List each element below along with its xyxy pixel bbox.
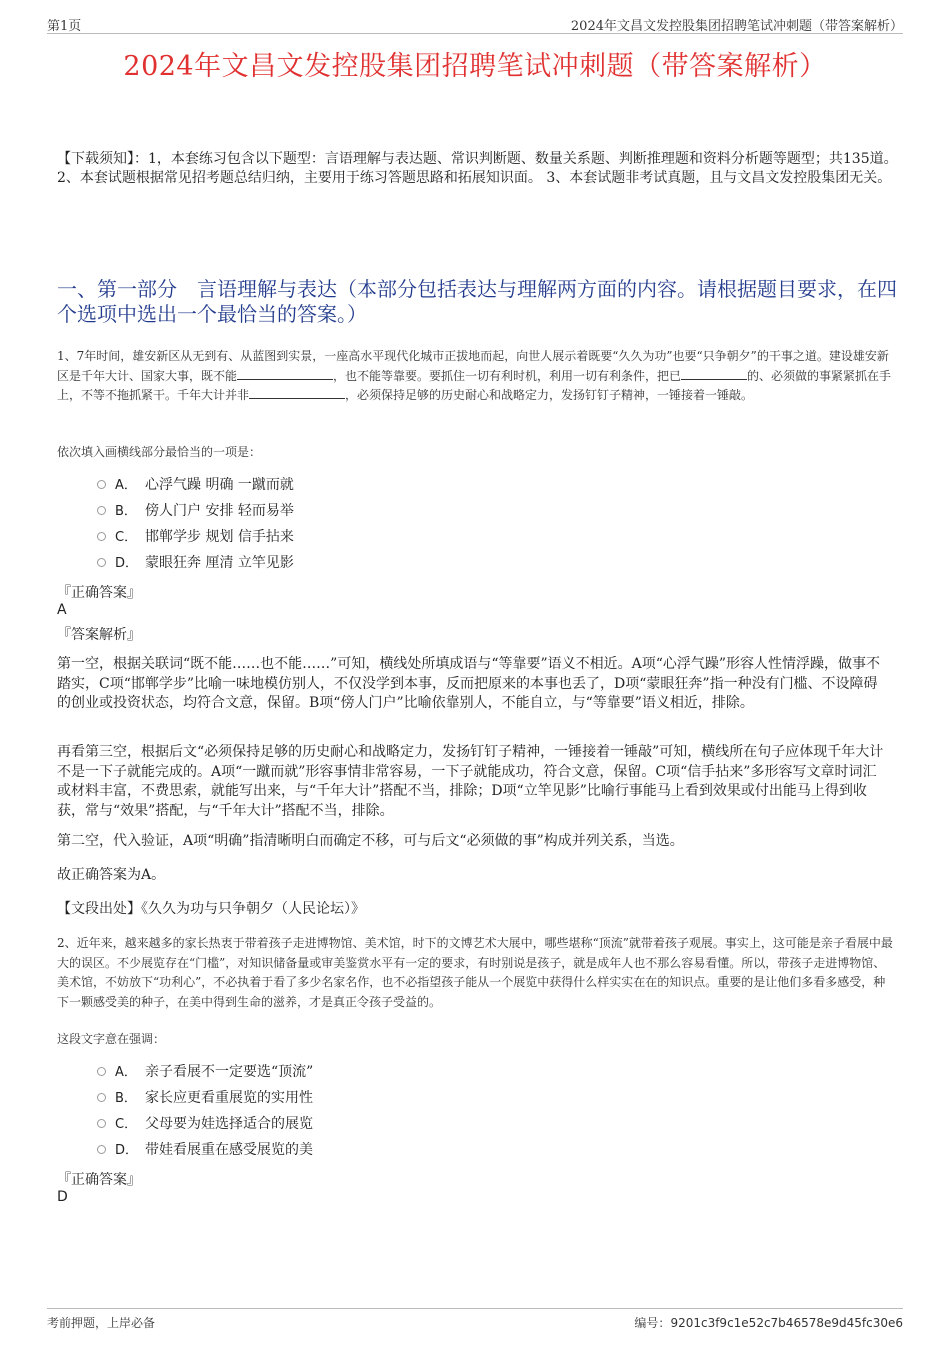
page-number: 第1页 (47, 19, 82, 34)
question-2-option-a[interactable]: A． 亲子看展不一定要选“顶流” (97, 1061, 313, 1083)
question-2-stem: 2、近年来，越来越多的家长热衷于带着孩子走进博物馆、美术馆，时下的文博艺术大展中，哪些堪称“顶流”就带着孩子观展。事实上，这可能是亲子看展中最大的误区。不少展览存在“门槛”，对知识储备量或审美鉴赏水平有一定的要求，有时别说是孩子，就是成年人也不那么容易看懂。所以，带孩子走进博物馆、美术馆，不妨放下“功利心”，不必执着于看了多少名家名作，也不必指望孩子能从一个展览中获得什么样实实在在的知识点。重要的是让他们多看多感受，种下一颗感受美的种子，在美中得到生命的滋养，才是真正令孩子受益的。 (57, 936, 893, 1009)
question-1-conclusion: 故正确答案为A。 (57, 867, 166, 883)
question-2-option-c[interactable]: C． 父母要为娃选择适合的展览 (97, 1113, 313, 1135)
running-header-title: 2024年文昌文发控股集团招聘笔试冲刺题（带答案解析） (570, 19, 903, 34)
question-1-option-b[interactable]: B． 傍人门户 安排 轻而易举 (97, 500, 294, 522)
question-1-text-part2: ，也不能等靠要。要抓住一切有利时机，利用一切有利条件，把已 (333, 368, 682, 383)
question-1-text-part4: ，必须保持足够的历史耐心和战略定力，发扬钉钉子精神，一锤接着一锤敲。 (345, 388, 754, 402)
question-1-answer-label: 『正确答案』 (57, 585, 141, 601)
question-1-analysis-paragraph: 再看第三空，根据后文“必须保持足够的历史耐心和战略定力，发扬钉钉子精神，一锤接着一锤敲”可知，横线所在句子应体现千年大计不是一下子就能完成的。A项“一蹴而就”形容事情非常容易，一下子就能成功，符合文意，保留。C项“信手拈来”多形容写文章时词汇或材料丰富，不费思索，就能写出来，与“千年大计”搭配不当，排除；D项“立竿见影”比喻行事能马上看到效果或付出能马上得到收获，常与“效果”搭配，与“千年大计”搭配不当，排除。 (57, 744, 884, 819)
radio-icon[interactable] (97, 1067, 106, 1076)
radio-icon[interactable] (97, 532, 106, 541)
question-2-option-b[interactable]: B． 家长应更看重展览的实用性 (97, 1087, 313, 1109)
fill-blank-3 (249, 386, 345, 399)
question-2-answer: D (57, 1189, 68, 1205)
question-1-text-part3: 的、必须做的事紧紧抓在手上，不等不拖抓紧干。千年大计并非 (57, 368, 892, 402)
question-2-answer-label: 『正确答案』 (57, 1172, 141, 1188)
fill-blank-2 (681, 367, 747, 380)
question-1-option-c[interactable]: C． 邯郸学步 规划 信手拈来 (97, 526, 294, 548)
question-1-analysis-paragraph: 第二空，代入验证，A项“明确”指清晰明白而确定不移，可与后文“必须做的事”构成并列关系，当选。 (57, 833, 684, 849)
question-1-answer: A (57, 602, 67, 618)
header-divider (47, 33, 903, 34)
question-1-prompt: 依次填入画横线部分最恰当的一项是： (57, 445, 262, 459)
radio-icon[interactable] (97, 480, 106, 489)
question-1-option-d[interactable]: D． 蒙眼狂奔 厘清 立竿见影 (97, 552, 294, 574)
document-title: 2024年文昌文发控股集团招聘笔试冲刺题（带答案解析） (123, 51, 827, 82)
download-notice: 【下载须知】：1，本套练习包含以下题型：言语理解与表达题、常识判断题、数量关系题、判断推理题和资料分析题等题型；共135道。 2、本套试题根据常见招考题总结归纳，主要用于练习答题思路和拓展知识面。 3、本套试题非考试真题，且与文昌文发控股集团无关。 (57, 151, 898, 186)
radio-icon[interactable] (97, 1119, 106, 1128)
footer-divider (47, 1308, 903, 1309)
question-2-prompt: 这段文字意在强调： (57, 1032, 166, 1046)
section-title: 一、第一部分 言语理解与表达（本部分包括表达与理解两方面的内容。请根据题目要求，在四个选项中选出一个最恰当的答案。） (57, 277, 897, 326)
radio-icon[interactable] (97, 558, 106, 567)
radio-icon[interactable] (97, 1145, 106, 1154)
question-1-analysis-label: 『答案解析』 (57, 627, 141, 643)
question-1-text-part1: 1、7年时间，雄安新区从无到有、从蓝图到实景，一座高水平现代化城市正拔地而起，向世人展示着既要“久久为功”也要“只争朝夕”的干事之道。建设雄安新区是千年大计、国家大事，既不能 (57, 349, 889, 383)
fill-blank-1 (237, 367, 333, 380)
question-1-option-a[interactable]: A． 心浮气躁 明确 一蹴而就 (97, 474, 294, 496)
question-1-source: 【文段出处】《久久为功与只争朝夕（人民论坛）》 (57, 901, 365, 917)
question-1-analysis-paragraph: 第一空，根据关联词“既不能……也不能……”可知，横线处所填成语与“等靠要”语义不相近。A项“心浮气躁”形容人性情浮躁，做事不踏实，C项“邯郸学步”比喻一味地模仿别人，不仅没学到本事，反而把原来的本事也丢了，D项“蒙眼狂奔”指一种没有门槛、不设障碍的创业或投资状态，均符合文意，保留。B项“傍人门户”比喻依靠别人，不能自立，与“等靠要”语义相近，排除。 (57, 656, 881, 711)
document-code: 编号：9201c3f9c1e52c7b46578e9d45fc30e6 (634, 1316, 903, 1330)
footer-slogan: 考前押题，上岸必备 (47, 1316, 156, 1330)
radio-icon[interactable] (97, 1093, 106, 1102)
question-2-option-d[interactable]: D． 带娃看展重在感受展览的美 (97, 1139, 313, 1161)
question-1-stem (57, 347, 897, 406)
radio-icon[interactable] (97, 506, 106, 515)
